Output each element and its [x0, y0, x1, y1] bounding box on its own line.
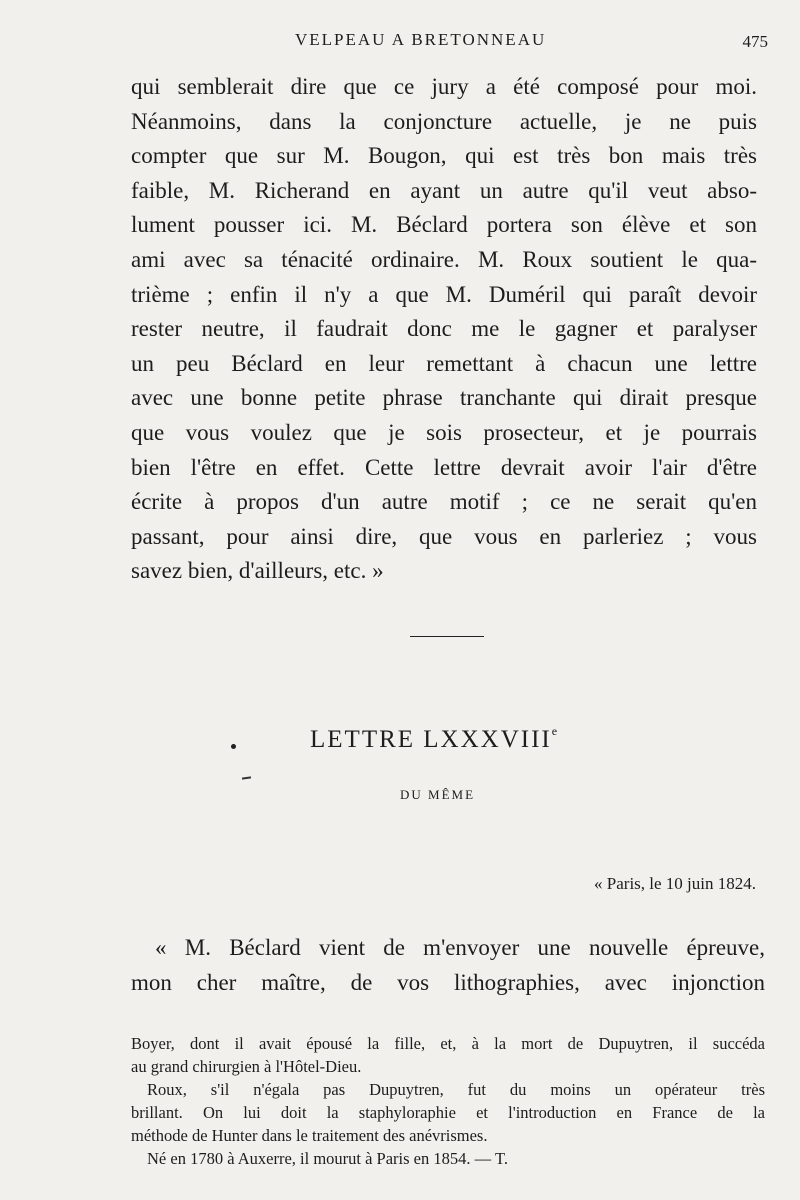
- running-head: [0, 30, 800, 54]
- text-line: qui semblerait dire que ce jury a été composé pour moi.: [131, 74, 757, 99]
- footnote-line: Né en 1780 à Auxerre, il mourut à Paris en 1854. — T.: [147, 1149, 508, 1168]
- body-text: [131, 70, 757, 589]
- footnote-line: au grand chirurgien à l'Hôtel-Dieu.: [131, 1057, 362, 1076]
- text-line: mon cher maître, de vos lithographies, avec injonction: [131, 970, 765, 995]
- ink-mark: [242, 776, 251, 779]
- footnotes: [131, 1032, 765, 1170]
- letter-dateline: « Paris, le 10 juin 1824.: [594, 874, 756, 893]
- text-line: ami avec sa ténacité ordinaire. M. Roux soutient le qua-: [131, 246, 757, 272]
- text-line: compter que sur M. Bougon, qui est très bon mais très: [131, 143, 757, 169]
- text-line: faible, M. Richerand en ayant un autre qu'il veut abso-: [131, 177, 757, 203]
- text-line: que vous voulez que je sois prosecteur, et je pourrais: [131, 419, 757, 445]
- text-line: Néanmoins, dans la conjoncture actuelle, je ne puis: [131, 108, 757, 134]
- text-line: un peu Béclard en leur remettant à chacun une lettre: [131, 350, 757, 376]
- text-line: lument pousser ici. M. Béclard portera son élève et son: [131, 212, 757, 238]
- footnote-line: Roux, s'il n'égala pas Dupuytren, fut du moins un opérateur très: [147, 1080, 765, 1099]
- text-line: trième ; enfin il n'y a que M. Duméril qui paraît devoir: [131, 281, 757, 307]
- text-line: passant, pour ainsi dire, que vous en parleriez ; vous: [131, 523, 757, 549]
- footnote-line: méthode de Hunter dans le traitement des anévrismes.: [131, 1126, 488, 1145]
- text-line: bien l'être en effet. Cette lettre devrait avoir l'air d'être: [131, 454, 757, 480]
- text-line: écrite à propos d'un autre motif ; ce ne serait qu'en: [131, 489, 757, 515]
- footnote-line: brillant. On lui doit la staphyloraphie et l'introduction en France de la: [131, 1103, 765, 1122]
- letter-heading: [310, 724, 557, 754]
- running-title: VELPEAU A BRETONNEAU: [295, 30, 547, 49]
- text-line: avec une bonne petite phrase tranchante qui dirait presque: [131, 385, 757, 411]
- page-number: 475: [742, 32, 768, 51]
- letter-subheading: DU MÊME: [400, 787, 476, 802]
- letter-body: [131, 930, 765, 1000]
- section-divider: [410, 636, 484, 637]
- text-line: « M. Béclard vient de m'envoyer une nouvelle épreuve,: [155, 935, 765, 960]
- letter-heading-text: LETTRE LXXXVIII: [310, 726, 552, 753]
- footnote-line: Boyer, dont il avait épousé la fille, et, à la mort de Dupuytren, il succéda: [131, 1034, 765, 1053]
- letter-heading-superscript: e: [551, 724, 558, 738]
- text-line: rester neutre, il faudrait donc me le gagner et paralyser: [131, 316, 757, 342]
- text-line: savez bien, d'ailleurs, etc. »: [131, 558, 384, 584]
- ink-speck: [231, 744, 236, 749]
